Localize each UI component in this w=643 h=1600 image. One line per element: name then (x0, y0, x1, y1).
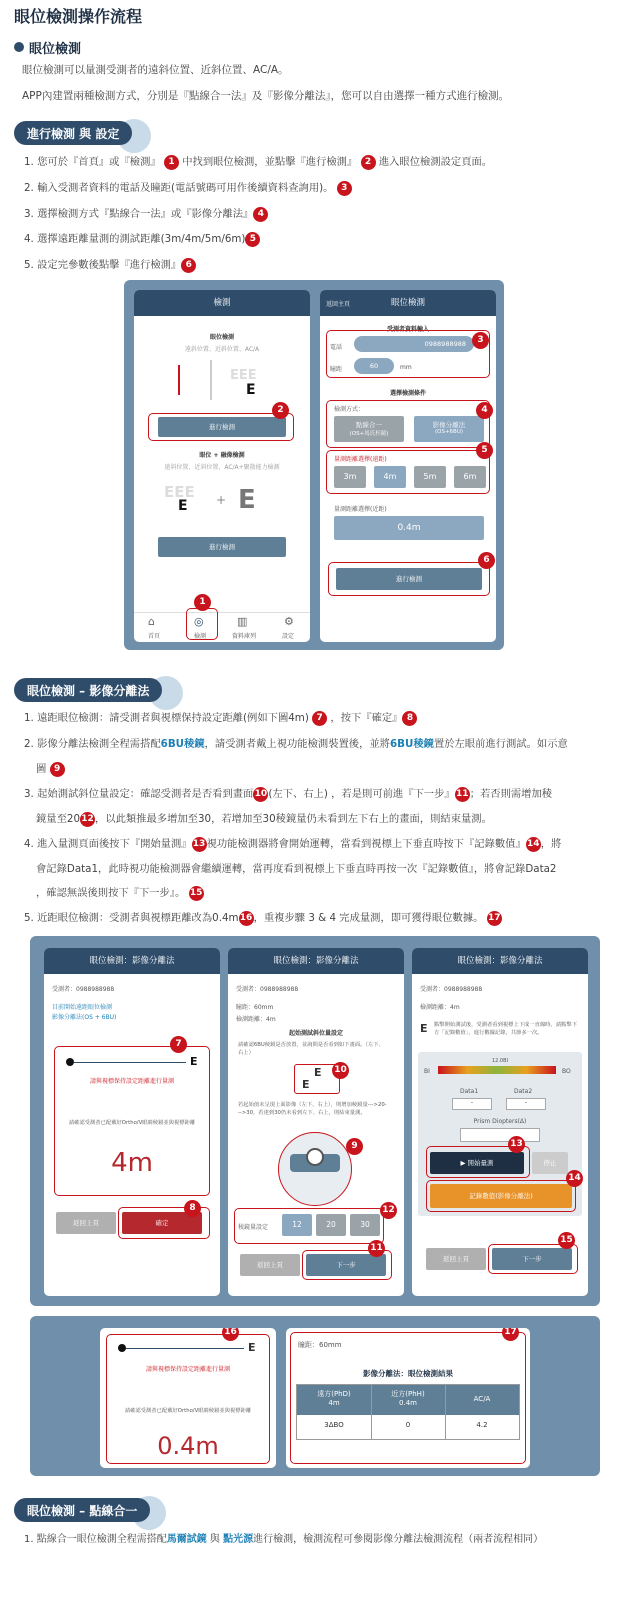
dist-text: 檢測距離：4m (236, 1016, 276, 1023)
marker-13: 13 (192, 837, 207, 852)
step-3: 3. 選擇檢測方式『點線合一法』或『影像分離法』 4 (24, 205, 268, 222)
s2-step-2: 2. 影像分離法檢測全程需搭配6BU稜鏡，請受測者戴上視功能檢測裝置後，並將6BU稜鏡置於左眼前進行測試。如示意 (24, 738, 568, 750)
data1-value: - (452, 1098, 492, 1110)
data2-value: - (506, 1098, 546, 1110)
gear-icon[interactable]: ⚙ (284, 615, 294, 628)
highlight-box (426, 1180, 576, 1212)
marker-13: 13 (508, 1136, 525, 1153)
home-icon[interactable]: ⌂ (148, 615, 155, 628)
eye-chart-e: E (190, 1055, 198, 1068)
cell-aca: 4.2 (476, 1421, 488, 1429)
phone-header: 眼位檢測：影像分離法 (228, 948, 404, 974)
s2-step-4: 4. 進入量測頁面後按下『開始量測』13視功能檢測器將會開始運轉，當看到視標上下垂直時按下『記錄數值』14，將 (24, 838, 562, 850)
person-icon (66, 1058, 74, 1066)
phone-prism-setting (228, 948, 404, 1296)
prism-scale-bar (438, 1066, 556, 1074)
marker-6: 6 (478, 552, 495, 569)
eye-chart-faded: ЕЕЕ (230, 368, 257, 383)
marker-12: 12 (80, 812, 95, 827)
screenshot-panel-setup (124, 280, 504, 650)
marker-3: 3 (337, 181, 352, 196)
person-icon (118, 1344, 126, 1352)
eye-chart-e: E (248, 1341, 256, 1354)
bi-label: BI (424, 1068, 430, 1075)
highlight-box (326, 450, 490, 494)
back-button[interactable]: 返回上頁 (240, 1254, 300, 1276)
marker-17: 17 (487, 911, 502, 926)
marker-14: 14 (526, 837, 541, 852)
marker-15: 15 (189, 886, 204, 901)
keep-distance-text: 請與視標保持設定距離進行量測 (145, 1366, 230, 1373)
highlight-box (326, 400, 490, 448)
marker-7: 7 (170, 1036, 187, 1053)
screenshot-panel-image-separation (30, 936, 600, 1306)
start-detect-button-1[interactable]: 進行檢測 (158, 417, 286, 437)
nav-database[interactable]: 資料庫列 (232, 633, 257, 640)
prism-value-box (460, 1128, 540, 1142)
marker-5: 5 (476, 442, 493, 459)
back-button[interactable]: 返回上頁 (56, 1212, 116, 1234)
pd-text: 瞳距：60mm (298, 1341, 342, 1349)
note-text: 若起始值未呈現上面影像（左下、右上），則增加稜鏡量--->20--->30，若達到30仍未看到左下、右上，則結束量測。 (238, 1102, 387, 1116)
marker-1: 1 (194, 594, 211, 611)
marker-8: 8 (184, 1200, 201, 1217)
highlight-box (186, 608, 218, 640)
magnifier-icon (306, 1148, 324, 1166)
divider (210, 360, 212, 400)
header-far: 遠方(PhD) 4m (317, 1390, 351, 1407)
blurred-e-icon: E (238, 485, 256, 515)
marker-4: 4 (253, 207, 268, 222)
phone-label: 電話 (330, 344, 343, 351)
bo-label: BO (562, 1068, 571, 1075)
pd-unit: mm (400, 364, 412, 371)
pd-input[interactable]: 60 (354, 358, 394, 374)
step-4: 4. 選擇遠距離量測的測試距離(3m/4m/5m/6m) 5 (24, 230, 260, 247)
back-button[interactable]: 返回上頁 (426, 1248, 486, 1270)
keep-distance-text: 請與視標保持設定距離進行量測 (89, 1078, 174, 1085)
distance-arrow (126, 1348, 244, 1349)
card-title-2: 眼位 + 融像檢測 (199, 452, 245, 459)
phone-result (286, 1328, 530, 1468)
eye-chart-e: E (246, 382, 256, 398)
dist-3m-button[interactable]: 3m (334, 466, 366, 488)
marker-10: 10 (253, 787, 268, 802)
s2-step-4-cont: 會記錄Data1，此時視功能檢測器會繼續運轉，當再度看到視標上下垂直時再按一次『記錄數值』，將會記錄Data2 (36, 863, 557, 875)
intro-text-1: 眼位檢測可以量測受測者的遠斜位置、近斜位置、AC/A。 (22, 64, 289, 76)
marker-6: 6 (181, 258, 196, 273)
e-icon: E (420, 1022, 428, 1035)
line-graphic (178, 365, 180, 395)
stop-button[interactable]: 停止 (532, 1152, 568, 1174)
phone-measurement (412, 948, 588, 1296)
page-title: 眼位檢測操作流程 (14, 7, 143, 26)
marker-2: 2 (361, 155, 376, 170)
s2-step-1: 1. 遠距眼位檢測：請受測者與視標保持設定距離(例如下圖4m) 7 ，按下『確定』 8 (24, 709, 417, 726)
e-up-icon: E (314, 1066, 322, 1079)
table-divider (371, 1385, 372, 1439)
bullet-dot (14, 42, 24, 52)
prism-label: Prism Diopters(Δ) (473, 1118, 527, 1125)
marker-2: 2 (272, 402, 289, 419)
far-label: 量測距離選擇(遠距) (334, 456, 387, 463)
marker-7: 7 (312, 711, 327, 726)
next-button[interactable]: 下一步 (492, 1248, 572, 1270)
prism-set-label: 稜鏡量設定 (238, 1224, 269, 1231)
dist-text: 檢測距離：4m (420, 1004, 460, 1011)
pd-text: 瞳距：60mm (236, 1004, 274, 1011)
intro-heading: 眼位檢測 (29, 42, 82, 57)
phone-header: 眼位檢測 (320, 290, 496, 316)
eye-chart-e: E (178, 498, 188, 514)
marker-12: 12 (380, 1202, 397, 1219)
phone-header: 眼位檢測：影像分離法 (44, 948, 220, 974)
marker-1: 1 (164, 155, 179, 170)
confirm-button[interactable]: 確定 (122, 1212, 202, 1234)
patient-id: 受測者：0988988988 (52, 986, 115, 993)
confirm-text: 請確認受測者已配戴好Ortho/V眼睛稜鏡並與視標距離 (124, 1408, 252, 1414)
plus-icon: + (216, 493, 227, 507)
scale-value: 12.0BI (491, 1058, 509, 1064)
marker-15: 15 (558, 1232, 575, 1249)
phone-header: 眼位檢測：影像分離法 (412, 948, 588, 974)
patient-id: 受測者：0988988988 (236, 986, 299, 993)
chart-icon[interactable]: ▥ (237, 615, 248, 628)
header-near: 近方(PhH) 0.4m (391, 1390, 425, 1407)
screenshot-panel-near-result (30, 1316, 600, 1476)
e-down-icon: E (302, 1078, 310, 1091)
data2-label: Data2 (514, 1088, 533, 1095)
start-detect-button-2[interactable]: 進行檢測 (158, 537, 286, 557)
back-link[interactable]: 返回主頁 (326, 301, 351, 308)
start-detect-button[interactable]: 進行檢測 (336, 568, 482, 590)
marker-11: 11 (455, 787, 470, 802)
marker-4: 4 (476, 402, 493, 419)
prism-12-button[interactable]: 12 (282, 1214, 312, 1236)
marker-16: 16 (239, 911, 254, 926)
question-text: 請確認6BU稜鏡是否放置，並詢問是否看到如下畫面。（左下、右上） (238, 1042, 384, 1056)
phone-near-distance (100, 1328, 276, 1468)
target-icon[interactable]: ◎ (194, 615, 204, 628)
marker-3: 3 (472, 332, 489, 349)
confirm-text: 請確認受測者已配戴好Ortho/V眼睛稜鏡並與視標距離 (68, 1120, 196, 1126)
play-icon: ▶ (460, 1159, 468, 1167)
s2-step-3-cont: 鏡量至2012，以此類推最多增加至30，若增加至30稜鏡量仍未看到左下右上的畫面，則結束量測。 (36, 813, 492, 825)
phone-input[interactable]: 0988988988 (354, 336, 474, 352)
prism-30-button[interactable]: 30 (350, 1214, 380, 1236)
pd-label: 瞳距 (330, 366, 343, 373)
s2-step-5: 5. 近距眼位檢測：受測者與視標距離改為0.4m16，重複步驟 3 & 4 完成量測，即可獲得眼位數據。 17 (24, 912, 501, 924)
init-title: 起始測試斜位量設定 (288, 1030, 343, 1037)
nav-home[interactable]: 首頁 (148, 633, 161, 640)
s2-step-4-end: ，確認無誤後則按下『下一步』。 15 (36, 887, 203, 899)
data-title: 受測者資料輸入 (386, 326, 429, 333)
marker-9: 9 (50, 762, 65, 777)
data1-label: Data1 (460, 1088, 479, 1095)
step-5: 5. 設定完參數後點擊『進行檢測』 6 (24, 256, 196, 273)
method-dotline-button[interactable]: 點線合一 (OS+馬氏杆鏡) (334, 416, 404, 442)
highlight-box (328, 562, 490, 596)
nav-settings[interactable]: 設定 (282, 633, 295, 640)
near-label: 量測距離選擇(近距) (334, 506, 387, 513)
card-subtitle-2: 遠斜位置、近斜位置、AC/A+聚散能力檢測 (164, 464, 280, 471)
header-aca: AC/A (473, 1395, 491, 1403)
phone-header: 檢測 (134, 290, 310, 316)
method-label: 檢測方式： (334, 406, 365, 413)
distance-value: 4m (111, 1148, 153, 1178)
mode-line-1: 目前開始遠距眼位檢測 (52, 1004, 113, 1011)
marker-14: 14 (566, 1170, 583, 1187)
dist-4m-button[interactable]: 4m (374, 466, 406, 488)
method-image-button[interactable]: 影像分離法 (OS+6BU) (414, 416, 484, 442)
intro-text-2: APP內建置兩種檢測方式，分別是『點線合一法』及『影像分離法』，您可以自由選擇一種方式進行檢測。 (22, 90, 510, 102)
s3-step-1: 1. 點線合一眼位檢測全程需搭配馬爾試鏡 與 點光源進行檢測，檢測流程可參閱影像分離法檢測流程（兩者流程相同） (24, 1534, 544, 1545)
table-divider (445, 1385, 446, 1439)
dist-5m-button[interactable]: 5m (414, 466, 446, 488)
section-pill-setup: 進行檢測 與 設定 (14, 121, 132, 145)
mode-line-2: 影像分離法(OS + 6BU) (52, 1014, 117, 1021)
next-button[interactable]: 下一步 (306, 1254, 386, 1276)
marker-10: 10 (332, 1062, 349, 1079)
cell-near: 0 (405, 1421, 411, 1429)
prism-20-button[interactable]: 20 (316, 1214, 346, 1236)
near-dist-button[interactable]: 0.4m (334, 516, 484, 540)
record-value-button[interactable]: 記錄數值(影像分離法) (430, 1184, 572, 1208)
phone-detect-home (134, 290, 310, 642)
distance-value: 0.4m (157, 1432, 219, 1460)
nav-detect[interactable]: 檢測 (194, 633, 207, 640)
distance-arrow (74, 1062, 186, 1063)
marker-11: 11 (368, 1240, 385, 1257)
marker-17: 17 (502, 1328, 519, 1341)
cond-title: 選擇檢測條件 (389, 390, 426, 397)
marker-16: 16 (222, 1328, 239, 1341)
dist-6m-button[interactable]: 6m (454, 466, 486, 488)
bottom-nav (134, 612, 310, 642)
marker-5: 5 (245, 232, 260, 247)
start-measure-button[interactable]: ▶ 開始量測 (430, 1152, 524, 1174)
phone-far-distance (44, 948, 220, 1296)
marker-9: 9 (346, 1138, 363, 1155)
step-2: 2. 輸入受測者資料的電話及瞳距(電話號碼可用作後續資料查詢用)。 3 (24, 179, 352, 196)
marker-8: 8 (402, 711, 417, 726)
s2-step-2-cont: 圖 9 (36, 760, 65, 777)
section-pill-image-separation: 眼位檢測 – 影像分離法 (14, 678, 162, 702)
s2-step-3: 3. 起始測試斜位量設定：確認受測者是否看到畫面10(左下、右上) ，若是則可前進『下一步』11；若否則需增加稜 (24, 788, 553, 800)
patient-id: 受測者：0988988988 (420, 986, 483, 993)
result-table (296, 1384, 520, 1440)
phone-eye-setup (320, 290, 496, 642)
card-subtitle: 遠斜位置、近斜位置、AC/A (184, 346, 260, 353)
result-title: 影像分離法：眼位檢測結果 (363, 1369, 453, 1378)
cell-far: 3ΔBO (324, 1421, 344, 1429)
card-title: 眼位檢測 (209, 334, 234, 341)
section-pill-dotline: 眼位檢測 – 點線合一 (14, 1498, 150, 1522)
instruction-text: 點擊開始測試後，受測者看到視標上下成一直線時，請點擊下方「記錄數值」，進行數據記錄，共節多一次。 (434, 1022, 578, 1036)
step-1: 1. 您可於『首頁』或『檢測』 1 中找到眼位檢測，並點擊『進行檢測』 2 進入眼位檢測設定頁面。 (24, 156, 493, 168)
eye-chart-faded: ЕЕЕ (164, 483, 195, 501)
highlight-box (148, 413, 294, 441)
highlight-box (326, 330, 490, 378)
